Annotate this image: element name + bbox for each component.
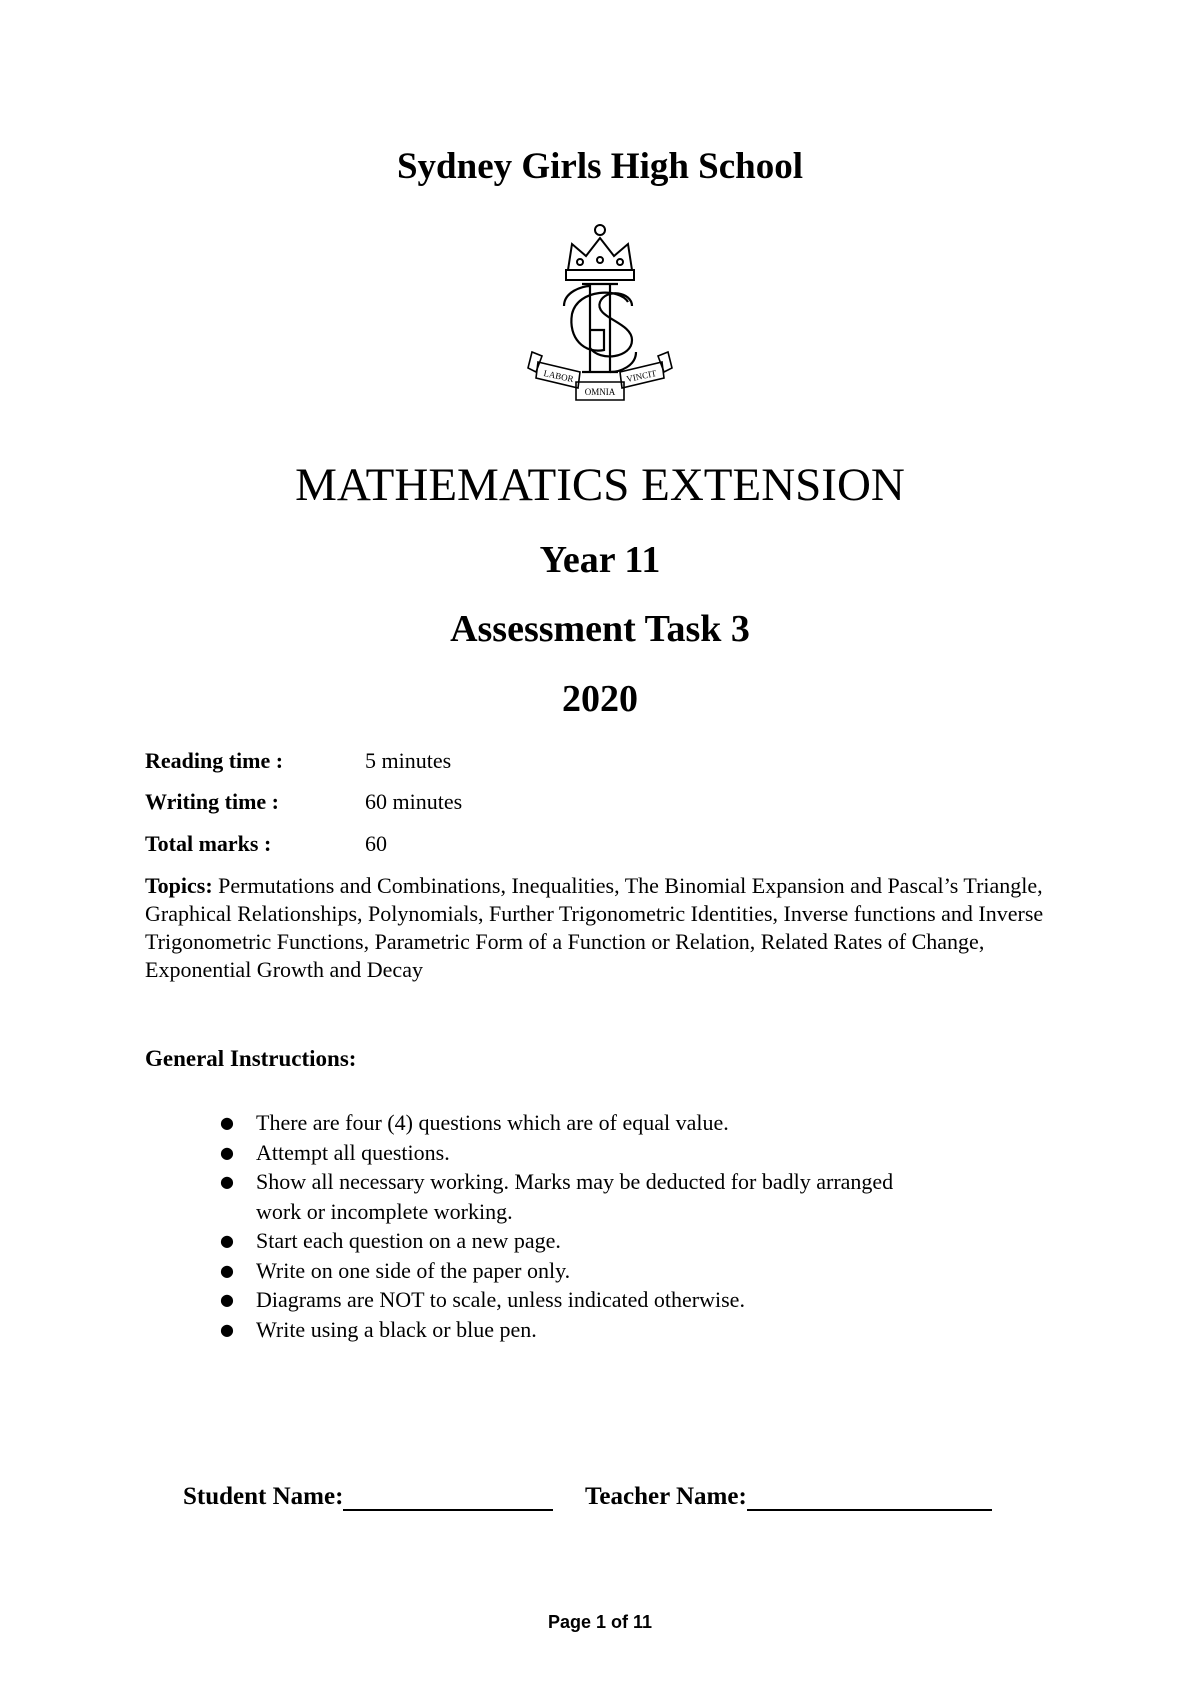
school-name: Sydney Girls High School	[396, 146, 804, 187]
topics-text: Permutations and Combinations, Inequalities, The Binomial Expansion and Pascal’s Triangle, Graphical Relationships, Polynomials, Further Trigonometric Identities, Inverse functions and Inverse Trigonometric Functions, Parametric Form of a Function or Relation, Related Rates of Change, Exponential Growth and Decay	[145, 873, 1044, 982]
teacher-name-label: Teacher Name:	[585, 1483, 747, 1510]
instruction-text: There are four (4) questions which are of equal value.	[256, 1110, 729, 1135]
list-item	[220, 1315, 920, 1345]
topics-paragraph	[145, 872, 1075, 984]
student-name-blank[interactable]	[343, 1483, 553, 1511]
page-number: Page 1 of 11	[547, 1612, 653, 1632]
svg-text:VINCIT: VINCIT	[625, 368, 658, 385]
list-item	[220, 1285, 920, 1315]
total-marks-label: Total marks :	[145, 831, 272, 856]
bullet-icon: ●	[220, 1260, 234, 1280]
list-item	[220, 1256, 920, 1286]
bullet-icon: ●	[220, 1231, 234, 1250]
student-name-label: Student Name:	[183, 1483, 344, 1510]
writing-time-label: Writing time :	[145, 789, 280, 814]
bullet-icon: ●	[220, 1113, 234, 1132]
topics-label: Topics:	[145, 873, 213, 898]
subject-title: MATHEMATICS EXTENSION	[295, 459, 905, 511]
instruction-text: Diagrams are NOT to scale, unless indicated otherwise.	[256, 1287, 745, 1312]
instruction-text: Show all necessary working. Marks may be deducted for badly arranged work or incomplete working.	[256, 1169, 894, 1224]
writing-time-value: 60 minutes	[365, 789, 463, 814]
crown-icon	[566, 225, 634, 280]
instructions-heading: General Instructions:	[145, 1046, 357, 1071]
year-level: Year 11	[539, 539, 661, 581]
reading-time-value: 5 minutes	[365, 748, 452, 773]
svg-text:OMNIA: OMNIA	[584, 387, 616, 397]
list-item	[220, 1226, 920, 1256]
instructions-list	[220, 1108, 920, 1344]
bullet-icon: ●	[220, 1319, 234, 1339]
monogram-icon	[564, 284, 636, 372]
teacher-name-blank[interactable]	[747, 1483, 992, 1511]
list-item	[220, 1108, 920, 1138]
svg-text:LABOR: LABOR	[542, 368, 575, 385]
instruction-text: Write on one side of the paper only.	[256, 1257, 571, 1283]
instruction-text: Start each question on a new page.	[256, 1228, 561, 1253]
list-item	[220, 1138, 920, 1168]
school-crest-logo	[520, 222, 680, 422]
student-name-field[interactable]	[183, 1483, 553, 1511]
assessment-task: Assessment Task 3	[450, 608, 750, 650]
list-item	[220, 1167, 920, 1226]
bullet-icon: ●	[220, 1290, 234, 1309]
teacher-name-field[interactable]	[585, 1483, 992, 1511]
bullet-icon: ●	[220, 1172, 234, 1191]
bullet-icon: ●	[220, 1142, 234, 1162]
total-marks-value: 60	[365, 831, 387, 856]
instruction-text: Write using a black or blue pen.	[256, 1316, 537, 1342]
reading-time-label: Reading time :	[145, 748, 284, 773]
instruction-text: Attempt all questions.	[256, 1139, 450, 1165]
exam-year: 2020	[562, 678, 638, 720]
